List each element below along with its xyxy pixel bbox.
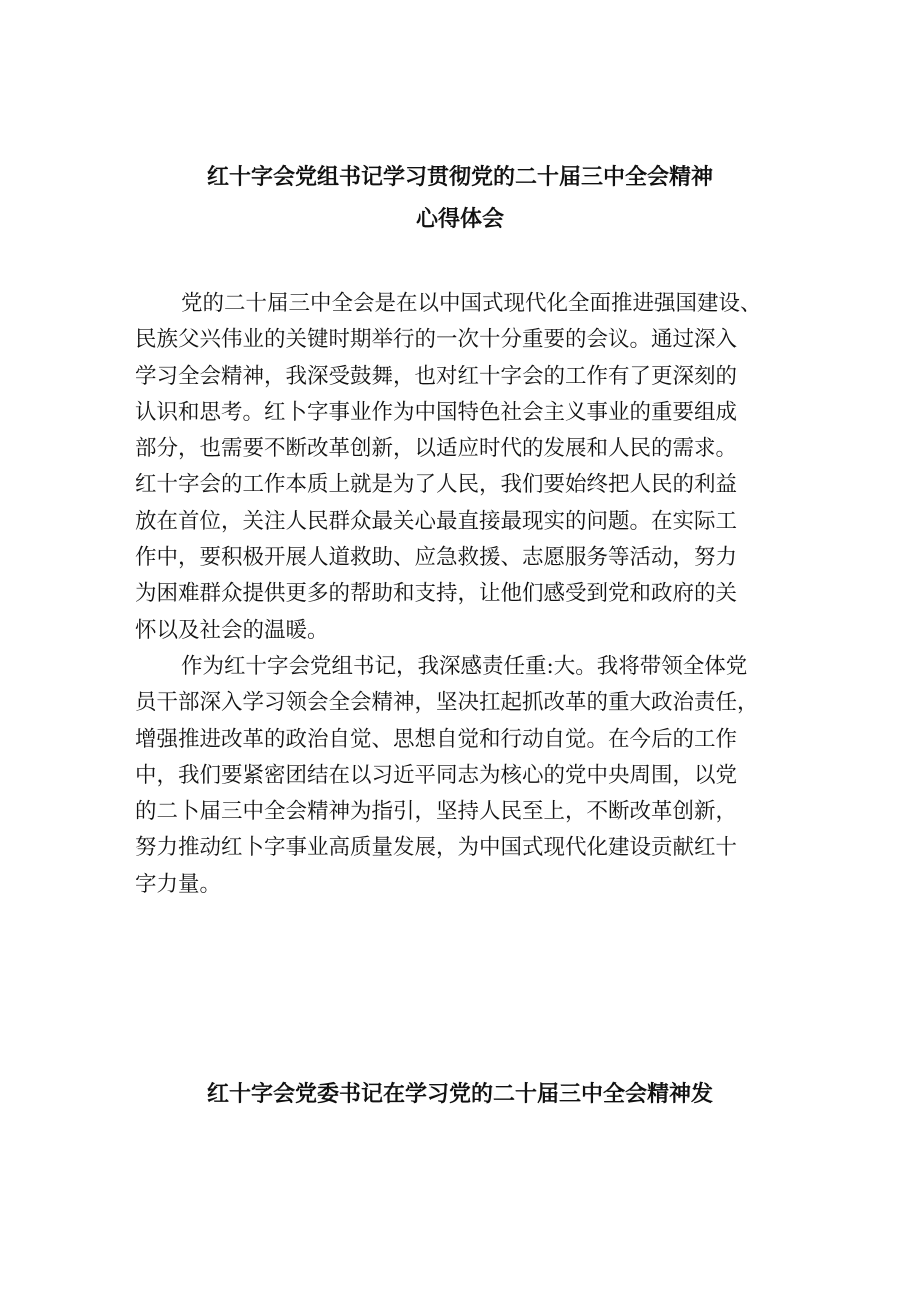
paragraph-line: 红十字会的工作本质上就是为了人民，我们要始终把人民的利益 [135,472,738,498]
paragraph-line: 学习全会精神，我深受鼓舞，也对红十字会的工作有了更深刻的 [135,363,738,389]
paragraph-line: 作为红十字会党组书记，我深感责任重:大。我将带领全体党 [181,653,748,679]
section1-title-line1: 红十字会党组书记学习贯彻党的二十届三中全会精神 [206,164,713,190]
paragraph-line: 认识和思考。红卜字事业作为中国特色社会主义事业的重要组成 [135,399,738,425]
paragraph-line: 员干部深入学习领会全会精神，坚决扛起抓改革的重大政治责任， [135,690,759,716]
paragraph-line: 民族父兴伟业的关键时期举行的一次十分重要的会议。通过深入 [135,327,738,353]
section1-body [135,286,795,903]
paragraph-line: 字力量。 [135,871,222,897]
paragraph-line: 作中，要积极开展人道救助、应急救援、志愿服务等活动，努力 [135,545,738,571]
paragraph-line: 努力推动红卜字事业高质量发展，为中国式现代化建设贡献红十 [135,835,738,861]
paragraph-2 [135,649,795,903]
paragraph-1 [135,286,795,649]
paragraph-line: 增强推进改革的政治自觉、思想自觉和行动自觉。在今后的工作 [135,726,738,752]
paragraph-line: 部分，也需要不断改革创新，以适应时代的发展和人民的需求。 [135,436,738,462]
paragraph-line: 的二卜届三中全会精神为指引，坚持人民至上，不断改革创新， [135,799,738,825]
paragraph-line: 中，我们要紧密团结在以习近平同志为核心的党中央周围，以党 [135,762,738,788]
paragraph-line: 放在首位，关注人民群众最关心最直接最现实的问题。在实际工 [135,508,738,534]
paragraph-line: 为困难群众提供更多的帮助和支持，让他们感受到党和政府的关 [135,581,738,607]
section2-title-line1: 红十字会党委书记在学习党的二十届三中全会精神发 [206,1081,713,1107]
paragraph-line: 怀以及社会的温暖。 [135,617,329,643]
paragraph-line: 党的二十届三中全会是在以中国式现代化全面推进强国建设、 [181,291,762,316]
section1-title-line2: 心得体会 [415,206,504,232]
